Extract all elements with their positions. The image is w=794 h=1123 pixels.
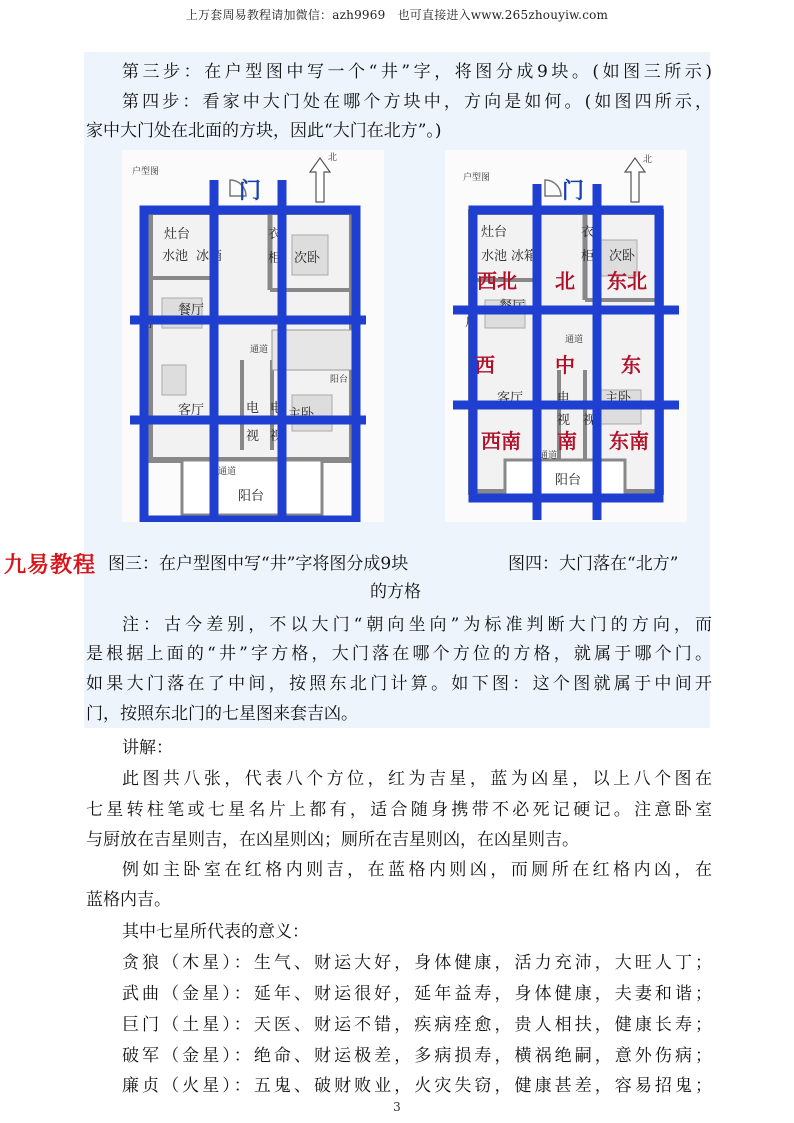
- svg-text:通道: 通道: [565, 335, 584, 345]
- note-line1: 注：古今差别，不以大门“朝向坐向”为标准判断大门的方向，而: [122, 615, 712, 635]
- svg-text:通道: 通道: [539, 451, 558, 461]
- svg-text:电: 电: [557, 391, 571, 406]
- page-header: 上万套周易教程请加微信：azh9969 也可直接进入www.265zhouyiw.com: [185, 8, 609, 22]
- figure3-caption: 图三：在户型图中写“井”字将图分成9块: [108, 554, 409, 574]
- dir-label-southwest: 西南: [481, 429, 521, 453]
- svg-text:阳台: 阳台: [238, 489, 265, 504]
- svg-text:衣: 衣: [268, 227, 282, 242]
- svg-text:通道: 通道: [218, 467, 237, 477]
- svg-text:通道: 通道: [250, 345, 269, 355]
- svg-text:灶台: 灶台: [164, 227, 191, 242]
- note-line4: 门，按照东北门的七星图来套吉凶。: [86, 704, 358, 724]
- svg-text:阳台: 阳台: [555, 473, 582, 488]
- figure3-door-label: 门: [238, 179, 262, 204]
- explain-p2-line2: 蓝格内吉。: [86, 890, 171, 910]
- explain-p2-line1: 例如主卧室在红格内则吉，在蓝格内则凶，而厕所在红格内凶，在: [122, 860, 712, 880]
- figure4-caption-line1: 图四：大门落在“北方”: [508, 554, 679, 574]
- star-line-wuqu: 武曲（金星）：延年、财运很好，延年益寿，身体健康，夫妻和谐；: [122, 984, 712, 1004]
- svg-text:户: 户: [140, 321, 154, 336]
- page-number: 3: [393, 1100, 401, 1114]
- star-line-jumen: 巨门（土星）：天医、财运不错，疾病痊愈，贵人相扶，健康长寿；: [122, 1015, 712, 1035]
- figure4-caption-line2: 的方格: [370, 582, 421, 602]
- star-line-tanlang: 贪狼（木星）：生气、财运大好，身体健康，活力充沛，大旺人丁；: [122, 953, 712, 973]
- dir-label-south: 南: [557, 429, 577, 453]
- svg-text:客厅: 客厅: [178, 403, 205, 418]
- star-line-lianzhen: 廉贞（火星）：五鬼、破财败业，火灾失窃，健康甚差，容易招鬼；: [122, 1076, 712, 1096]
- note-line2: 是根据上面的“井”字方格，大门落在哪个方位的方格，就属于哪个门。: [86, 644, 712, 664]
- svg-text:阳台: 阳台: [330, 375, 349, 385]
- figure4-title: 户型图: [463, 173, 491, 183]
- dir-label-west: 西: [475, 353, 495, 377]
- svg-text:次卧: 次卧: [609, 249, 636, 264]
- svg-text:视: 视: [246, 429, 260, 444]
- figure3-title: 户型图: [132, 167, 160, 177]
- svg-text:电: 电: [270, 401, 284, 416]
- svg-text:次卧: 次卧: [294, 251, 321, 266]
- logo-watermark: 九易教程: [4, 553, 97, 578]
- step3-text: 第三步：在户型图中写一个“井”字，将图分成9块。(如图三所示): [122, 62, 712, 82]
- svg-text:餐厅: 餐厅: [178, 303, 205, 318]
- svg-text:主卧: 主卧: [288, 407, 315, 422]
- svg-text:冰箱: 冰箱: [511, 249, 538, 264]
- svg-text:衣: 衣: [581, 225, 595, 240]
- svg-text:柜: 柜: [268, 251, 282, 266]
- step4-text-line2: 家中大门处在北面的方块，因此“大门在北方”。): [86, 121, 442, 141]
- explain-heading: 讲解：: [122, 738, 173, 758]
- svg-text:冰箱: 冰箱: [196, 249, 223, 264]
- note-line3: 如果大门落在了中间，按照东北门计算。如下图：这个图就属于中间开: [86, 674, 712, 694]
- svg-text:视: 视: [557, 413, 571, 428]
- svg-text:客厅: 客厅: [497, 391, 524, 406]
- explain-p1-line1: 此图共八张，代表八个方位，红为吉星，蓝为凶星，以上八个图在: [122, 769, 712, 789]
- figure4-door-label: 门: [561, 179, 585, 204]
- explain-p1-line2: 七星转柱笔或七星名片上都有，适合随身携带不必死记硬记。注意卧室: [86, 800, 712, 820]
- svg-text:水池: 水池: [162, 249, 189, 264]
- figure3-floorplan: [122, 150, 384, 522]
- dir-label-northwest: 西北: [477, 269, 517, 293]
- figure3-north-label: 北: [328, 153, 338, 163]
- dir-label-north: 北: [555, 269, 575, 293]
- svg-text:视: 视: [270, 429, 284, 444]
- svg-text:餐厅: 餐厅: [499, 299, 526, 314]
- svg-text:柜: 柜: [581, 249, 595, 264]
- explain-p3: 其中七星所代表的意义：: [122, 922, 309, 942]
- svg-text:视: 视: [583, 413, 597, 428]
- svg-text:主卧: 主卧: [605, 391, 632, 406]
- svg-text:电: 电: [246, 401, 260, 416]
- dir-label-northeast: 东北: [607, 269, 647, 293]
- explain-p1-line3: 与厨放在吉星则吉，在凶星则凶；厕所在吉星则凶，在凶星则吉。: [86, 830, 579, 850]
- dir-label-center: 中: [555, 353, 575, 377]
- dir-label-east: 东: [621, 353, 641, 377]
- svg-text:户: 户: [465, 315, 479, 330]
- dir-label-southeast: 东南: [609, 429, 649, 453]
- svg-text:灶台: 灶台: [481, 225, 508, 240]
- step4-text-line1: 第四步：看家中大门处在哪个方块中，方向是如何。(如图四所示，: [122, 92, 712, 112]
- star-line-pojun: 破军（金星）：绝命、财运极差，多病损寿，横祸绝嗣，意外伤病；: [122, 1046, 712, 1066]
- svg-text:水池: 水池: [481, 249, 508, 264]
- figure4-north-label: 北: [643, 155, 653, 165]
- figure4-floorplan: [445, 150, 687, 522]
